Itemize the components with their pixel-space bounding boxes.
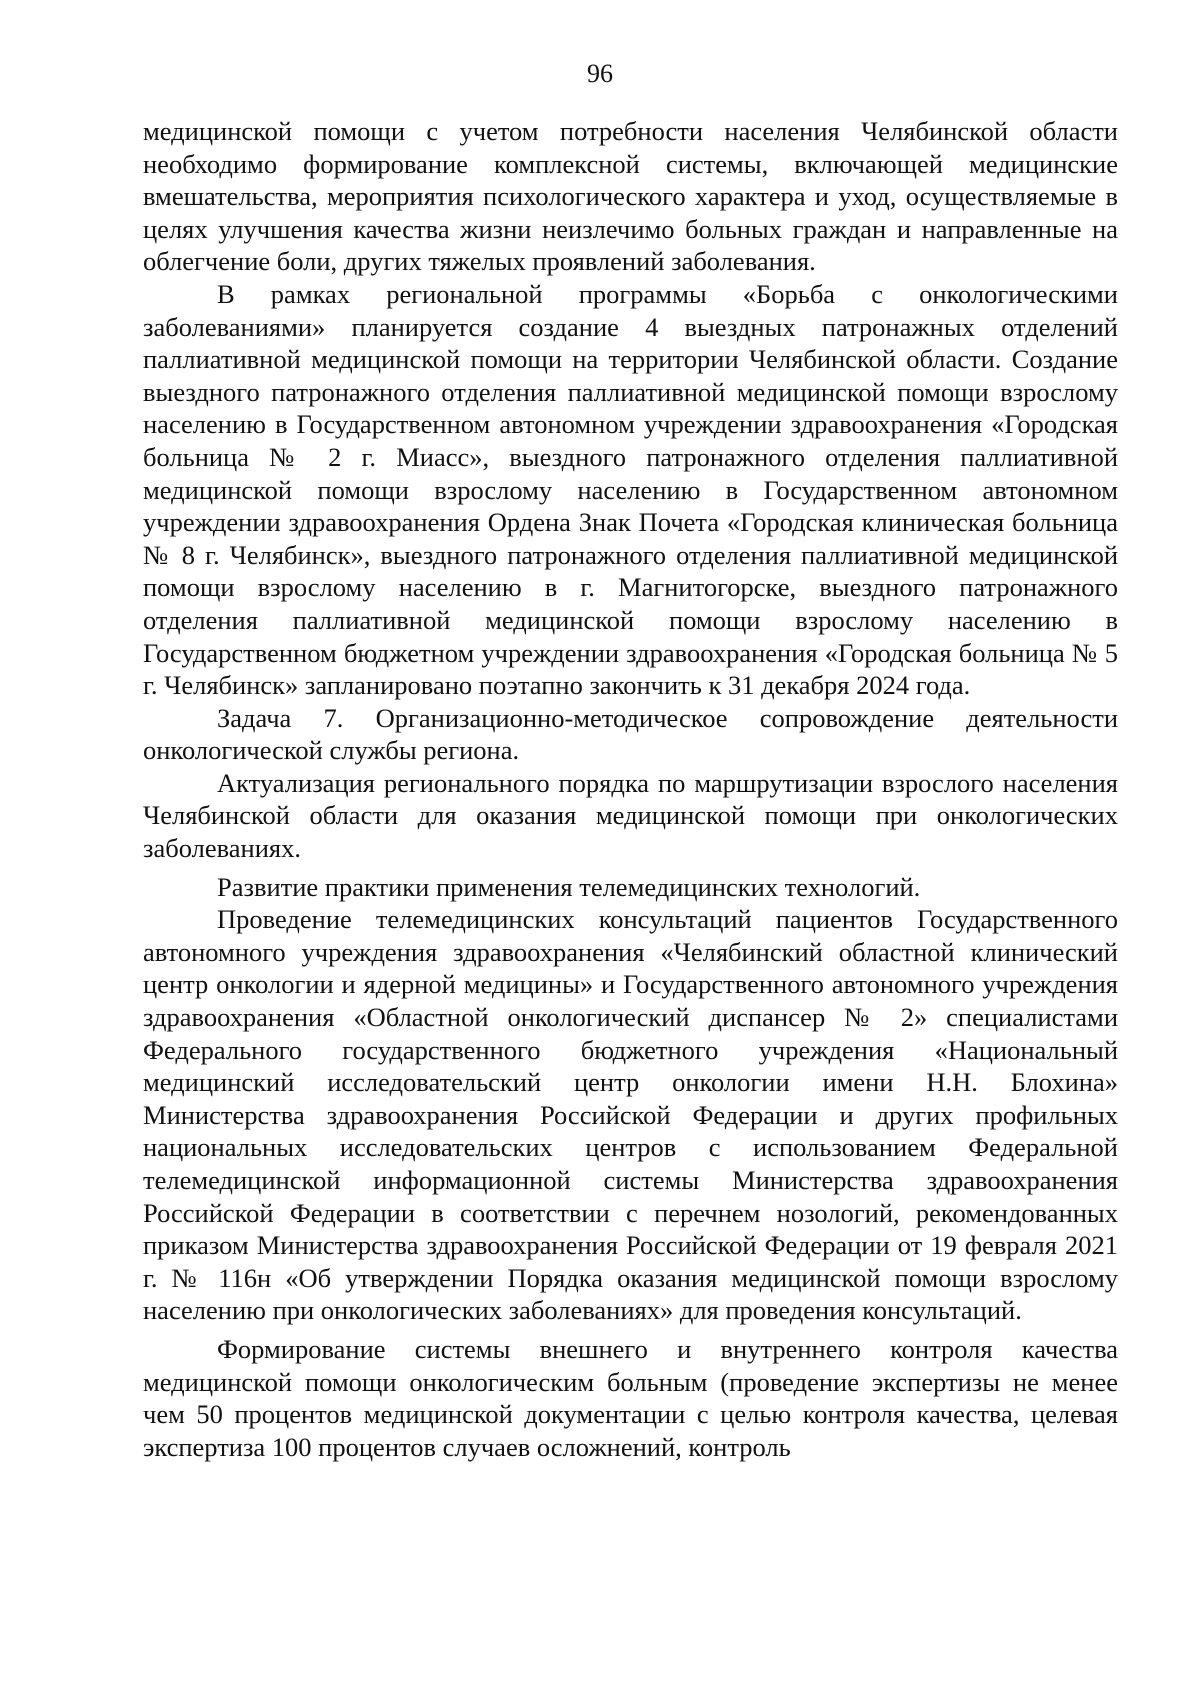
document-body bbox=[143, 115, 1118, 1463]
page-number: 96 bbox=[587, 59, 613, 88]
paragraph-palliative-departments: В рамках региональной программы «Борьба с онкологическими заболеваниями» планируется создание 4 выездных патронажных отделений паллиативной медицинской помощи на территории Челябинской области. Создание выездного патронажного отделения паллиативной медицинской помощи взрослому населению в Государственном автономном учреждении здравоохранения «Городская больница № 2 г. Миасс», выездного патронажного отделения паллиативной медицинской помощи взрослому населению в Государственном автономном учреждении здравоохранения Ордена Знак Почета «Городская клиническая больница № 8 г. Челябинск», выездного патронажного отделения паллиативной медицинской помощи взрослому населению в г. Магнитогорске, выездного патронажного отделения паллиативной медицинской помощи взрослому населению в Государственном бюджетном учреждении здравоохранения «Городская больница № 5 г. Челябинск» запланировано поэтапно закончить к 31 декабря 2024 года. bbox=[143, 278, 1118, 701]
paragraph-palliative-care-continuation: медицинской помощи с учетом потребности населения Челябинской области необходимо формирование комплексной системы, включающей медицинские вмешательства, мероприятия психологического характера и уход, осуществляемые в целях улучшения качества жизни неизлечимо больных граждан и направленные на облегчение боли, других тяжелых проявлений заболевания. bbox=[143, 116, 1118, 277]
paragraph-task-7: Задача 7. Организационно-методическое сопровождение деятельности онкологической службы региона. bbox=[143, 702, 1118, 766]
paragraph-telemedicine-development: Развитие практики применения телемедицинских технологий. bbox=[217, 871, 921, 902]
paragraph-telemedicine-consultations: Проведение телемедицинских консультаций пациентов Государственного автономного учреждения здравоохранения «Челябинский областной клинический центр онкологии и ядерной медицины» и Государственного автономного учреждения здравоохранения «Областной онкологический диспансер № 2» специалистами Федерального государственного бюджетного учреждения «Национальный медицинский исследовательский центр онкологии имени Н.Н. Блохина» Министерства здравоохранения Российской Федерации и других профильных национальных исследовательских центров с использованием Федеральной телемедицинской информационной системы Министерства здравоохранения Российской Федерации в соответствии с перечнем нозологий, рекомендованных приказом Министерства здравоохранения Российской Федерации от 19 февраля 2021 г. № 116н «Об утверждении Порядка оказания медицинской помощи взрослому населению при онкологических заболеваниях» для проведения консультаций. bbox=[143, 904, 1118, 1326]
paragraph-routing-update: Актуализация регионального порядка по маршрутизации взрослого населения Челябинской области для оказания медицинской помощи при онкологических заболеваниях. bbox=[143, 767, 1118, 864]
paragraph-quality-control: Формирование системы внешнего и внутреннего контроля качества медицинской помощи онкологическим больным (проведение экспертизы не менее чем 50 процентов медицинской документации с целью контроля качества, целевая экспертиза 100 процентов случаев осложнений, контроль bbox=[143, 1333, 1118, 1462]
